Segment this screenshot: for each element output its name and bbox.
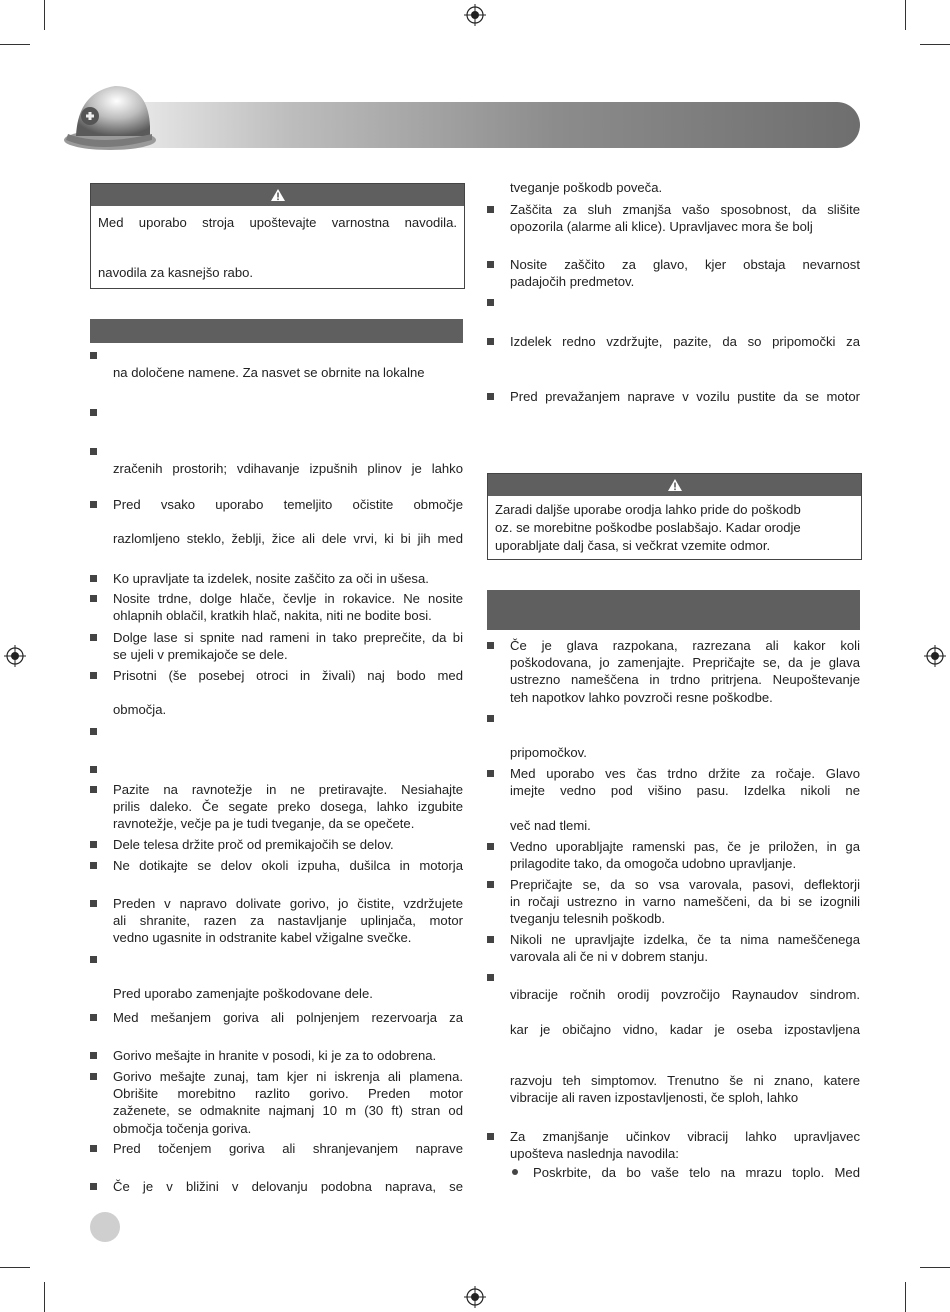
text-line (510, 727, 860, 744)
warning-text: Zaradi daljše uporabe orodja lahko pride do poškodb (495, 502, 801, 517)
crop-mark (920, 1267, 950, 1268)
list-item (487, 876, 860, 928)
text-line: vibracije ali raven izpostavljenosti, če sploh, lahko (510, 1090, 799, 1106)
text-line: Pred prevažanjem naprave v vozilu pustite da se motor (510, 389, 860, 404)
text-line: vibracije ročnih orodij povzročijo Raynaudov sindrom. (510, 987, 860, 1003)
text-line (113, 968, 463, 985)
text-line: Med uporabo ves čas trdno držite za ročaje. Glavo (510, 766, 860, 781)
text-line (510, 1055, 860, 1072)
list-item (487, 931, 860, 965)
warning-header (488, 474, 861, 496)
warning-text: oz. se morebitne poškodbe poslabšajo. Kadar orodje (495, 520, 801, 535)
text-line: imejte vedno pod višino pasu. Izdelka nikoli ne (510, 783, 860, 799)
warning-text: Med uporabo stroja upoštevajte varnostna navodila. (98, 215, 457, 230)
list-item (90, 347, 463, 381)
bullet-icon (90, 956, 97, 963)
list-item (90, 443, 463, 477)
text-line: Nosite zaščito za glavo, kjer obstaja nevarnost (510, 257, 860, 272)
text-line (113, 723, 463, 740)
bullet-icon (90, 595, 97, 602)
page-number-marker (90, 1212, 120, 1242)
crop-mark (0, 44, 30, 45)
list-item (487, 256, 860, 290)
text-line: razlomljeno steklo, žeblji, žice ali dele vrvi, ki bi jih med (113, 531, 463, 547)
text-line: zračenih prostorih; vdihavanje izpušnih plinov je lahko (113, 461, 463, 477)
bullet-icon (487, 299, 494, 306)
crop-mark (920, 44, 950, 45)
text-line (510, 294, 860, 311)
text-line: ravnotežje, večje pa je tudi tveganje, da se opečete. (113, 816, 415, 832)
bullet-icon (90, 448, 97, 455)
list-item (487, 637, 860, 706)
bullet-icon (487, 206, 494, 213)
bullet-icon (487, 770, 494, 777)
text-line: Pred uporabo zamenjajte poškodovane dele. (113, 986, 373, 1002)
bullet-icon (90, 900, 97, 907)
text-line: Vedno uporabljajte ramenski pas, če je priložen, in ga (510, 839, 860, 854)
bullet-icon (90, 352, 97, 359)
list-item (90, 1178, 463, 1195)
bullet-icon (90, 1073, 97, 1080)
text-line: teh napotkov lahko povzroči resne poškodbe. (510, 689, 773, 705)
bullet-icon (487, 843, 494, 850)
list-item (90, 781, 463, 833)
bullet-icon (90, 1052, 97, 1059)
text-line: opozorila (alarme ali klice). Upravljavec mora še bolj (510, 219, 813, 235)
text-line: Če je glava razpokana, razrezana ali kakor koli (510, 638, 860, 653)
crop-mark (44, 0, 45, 30)
bullet-icon (90, 841, 97, 848)
list-item (487, 1128, 860, 1162)
bullet-icon (90, 672, 97, 679)
text-line (113, 443, 463, 460)
text-line: prilagodite tako, da omogoča udobno upravljanje. (510, 856, 797, 872)
text-line: Dolge lase si spnite nad rameni in tako preprečite, da bi (113, 630, 463, 645)
text-line: zaženete, se odmaknite najmanj 10 m (30 ft) stran od (113, 1103, 463, 1119)
text-line (113, 404, 463, 421)
list-item (487, 388, 860, 405)
text-line: se ujeli v premikajoče se dele. (113, 647, 288, 663)
list-item (90, 404, 463, 421)
bullet-icon (90, 1145, 97, 1152)
list-item (90, 895, 463, 947)
list-item (487, 765, 860, 834)
text-line (113, 513, 463, 530)
warning-text: navodila za kasnejšo rabo. (98, 265, 254, 280)
list-item (90, 1140, 463, 1157)
crop-mark (44, 1282, 45, 1312)
text-line: ali shranite, razen za nastavljanje uplinjača, motor (113, 913, 463, 929)
text-line: Gorivo mešajte in hranite v posodi, ki je za to odobrena. (113, 1048, 437, 1063)
text-line (510, 1038, 860, 1055)
list-item (90, 496, 463, 548)
bullet-icon (487, 936, 494, 943)
text-line: Ne dotikajte se delov okoli izpuha, dušilca in motorja (113, 858, 463, 873)
warning-triangle-icon (667, 478, 683, 492)
text-line: Za zmanjšanje učinkov vibracij lahko upravljavec (510, 1129, 860, 1144)
list-item (487, 710, 860, 762)
warning-box (487, 473, 862, 560)
bullet-dot-icon (512, 1169, 518, 1175)
text-line: Gorivo mešajte zunaj, tam kjer ni iskrenja ali plamena. (113, 1069, 463, 1084)
text-line (113, 951, 463, 968)
text-line: Med mešanjem goriva ali polnjenjem rezervoarja za (113, 1010, 463, 1025)
bullet-icon (90, 1014, 97, 1021)
bullet-icon (90, 766, 97, 773)
bullet-icon (487, 974, 494, 981)
text-line: območja. (113, 702, 167, 718)
bullet-icon (90, 1183, 97, 1190)
registration-mark-icon (4, 645, 26, 667)
list-item (487, 838, 860, 872)
text-line: Če je v bližini v delovanju podobna naprava, se (113, 1179, 463, 1194)
list-item (90, 761, 463, 778)
text-line: padajočih predmetov. (510, 274, 635, 290)
bullet-icon (487, 642, 494, 649)
text-line: pripomočkov. (510, 745, 587, 761)
text-line (510, 969, 860, 986)
text-line: Pazite na ravnotežje in ne pretiravajte. Nesiahajte (113, 782, 463, 797)
list-item (487, 201, 860, 235)
text-line: vedno ugasnite in odstranite kabel vžigalne svečke. (113, 930, 412, 946)
bullet-icon (90, 409, 97, 416)
left-column (90, 0, 463, 1312)
bullet-icon (487, 881, 494, 888)
registration-mark-icon (464, 4, 486, 26)
list-item (90, 951, 463, 1003)
list-item (487, 294, 860, 311)
registration-mark-icon (464, 1286, 486, 1308)
text-line: Prepričajte se, da so vsa varovala, pasovi, deflektorji (510, 877, 860, 892)
text-line: in ročaji ustrezno in varno nameščeni, da bi se izognili (510, 894, 860, 910)
bullet-icon (487, 338, 494, 345)
text-line: prilis daleko. Če segate preko dosega, lahko izgubite (113, 799, 463, 815)
text-line (113, 347, 463, 364)
text-line: Pred vsako uporabo temeljito očistite območje (113, 497, 463, 512)
text-line: varovala ali če ni v dobrem stanju. (510, 949, 708, 965)
bullet-icon (90, 501, 97, 508)
list-item (90, 590, 463, 624)
text-line: več nad tlemi. (510, 817, 591, 833)
warning-text: uporabljate dalj časa, si večkrat vzemite odmor. (495, 538, 771, 553)
text-line: tveganje poškodb poveča. (510, 180, 663, 195)
crop-mark (905, 0, 906, 30)
bullet-icon (487, 715, 494, 722)
list-item (90, 836, 463, 853)
bullet-icon (90, 728, 97, 735)
text-line: ohlapnih oblačil, kratkih hlač, nakita, niti ne bodite bosi. (113, 608, 432, 624)
text-line (113, 761, 463, 778)
bullet-icon (90, 786, 97, 793)
sub-list-item (487, 1164, 860, 1181)
list-item (90, 570, 463, 587)
text-line: kar je običajno vidno, kadar je oseba izpostavljena (510, 1021, 860, 1037)
crop-mark (0, 1267, 30, 1268)
text-line: ustrezno nameščena in trdno pritrjena. Neupoštevanje (510, 672, 860, 688)
bullet-icon (90, 634, 97, 641)
right-column (487, 0, 860, 1312)
text-line: Zaščita za sluh zmanjša vašo sposobnost, da slišite (510, 202, 860, 217)
text-line: na določene namene. Za nasvet se obrnite na lokalne (113, 365, 425, 381)
bullet-icon (487, 261, 494, 268)
bullet-icon (487, 393, 494, 400)
text-line (510, 799, 860, 816)
list-item (90, 857, 463, 874)
text-line: Preden v napravo dolivate gorivo, jo čistite, vzdržujete (113, 896, 463, 911)
text-line: Nikoli ne upravljajte izdelka, če ta nima nameščenega (510, 932, 860, 947)
registration-mark-icon (924, 645, 946, 667)
text-line: Prisotni (še posebej otroci in živali) naj bodo med (113, 668, 463, 683)
list-item (487, 969, 860, 1107)
text-line: razvoju teh simptomov. Trenutno še ni znano, katere (510, 1073, 860, 1089)
text-line: območja točenja goriva. (113, 1120, 252, 1136)
text-line: Ko upravljate ta izdelek, nosite zaščito za oči in ušesa. (113, 571, 429, 586)
text-line (113, 684, 463, 701)
text-line: Pred točenjem goriva ali shranjevanjem naprave (113, 1141, 463, 1156)
text-line (510, 710, 860, 727)
list-item (90, 1047, 463, 1064)
section-heading-bar (487, 590, 860, 630)
list-item (90, 723, 463, 740)
list-item (90, 629, 463, 663)
list-item (90, 1068, 463, 1137)
text-line (510, 1003, 860, 1020)
text-line: Nosite trdne, dolge hlače, čevlje in rokavice. Ne nosite (113, 591, 463, 606)
text-line: Izdelek redno vzdržujte, pazite, da so pripomočki za (510, 334, 860, 349)
text-line: upošteva naslednja navodila: (510, 1146, 679, 1162)
text-line: tveganju telesnih poškodb. (510, 911, 666, 927)
text-line: poškodovana, jo zamenjajte. Prepričajte se, da je glava (510, 655, 860, 671)
bullet-icon (90, 575, 97, 582)
list-item (90, 667, 463, 719)
list-item (90, 1009, 463, 1026)
bullet-icon (487, 1133, 494, 1140)
crop-mark (905, 1282, 906, 1312)
bullet-icon (90, 862, 97, 869)
text-line: Obrišite morebitno razlito gorivo. Preden motor (113, 1086, 463, 1102)
text-line: Poskrbite, da bo vaše telo na mrazu toplo. Med (533, 1165, 860, 1180)
list-item (487, 333, 860, 350)
text-line: Dele telesa držite proč od premikajočih se delov. (113, 837, 394, 852)
